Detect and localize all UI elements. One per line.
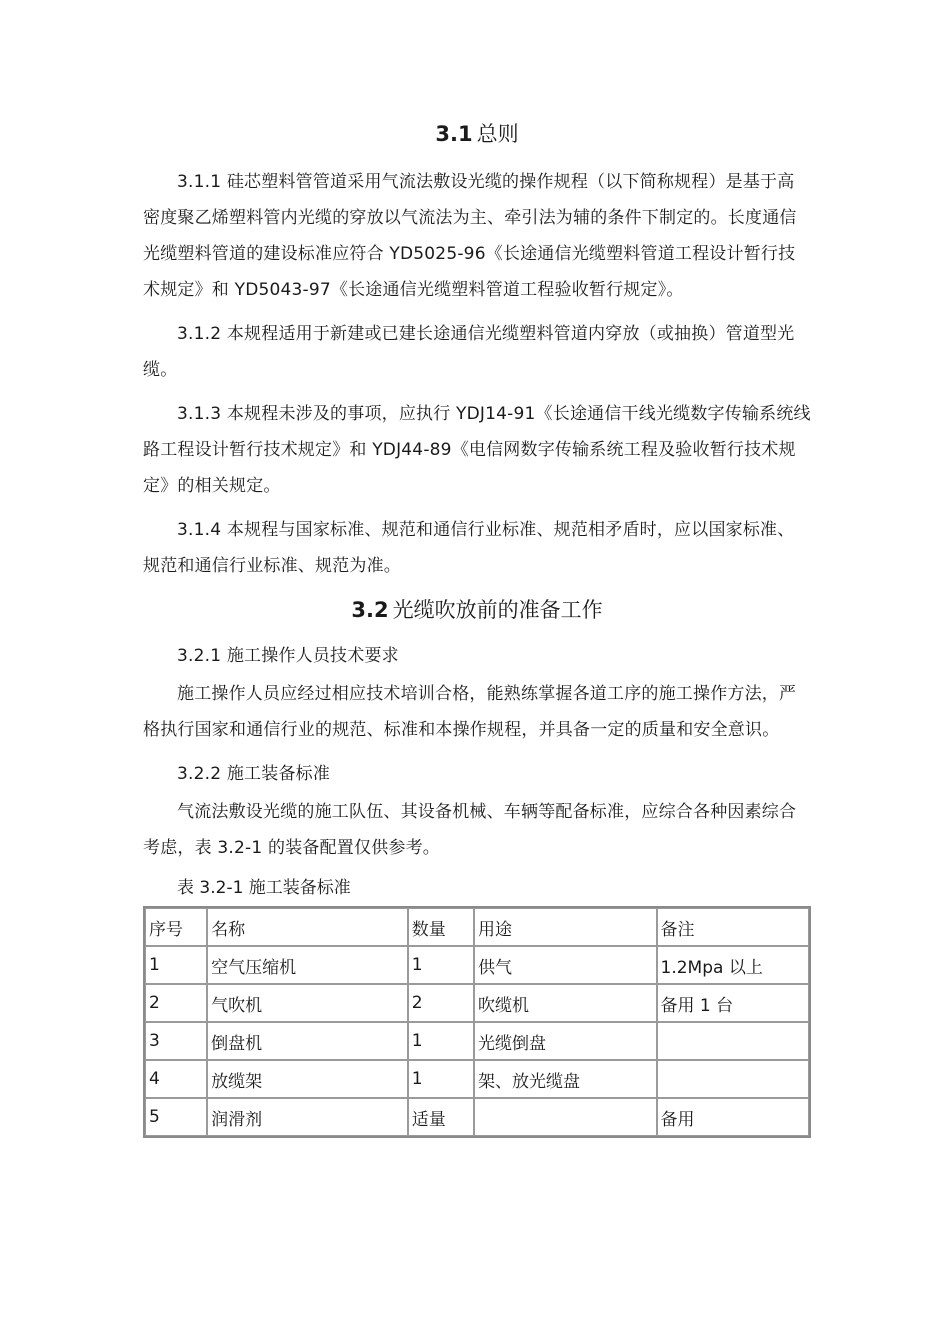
section-title-text: 光缆吹放前的准备工作 xyxy=(392,598,603,622)
table-cell: 1.2Mpa 以上 xyxy=(657,946,810,984)
table-cell: 备用 xyxy=(657,1098,810,1136)
table-cell: 适量 xyxy=(408,1098,474,1136)
table-cell: 供气 xyxy=(474,946,657,984)
equipment-table xyxy=(143,906,811,1138)
table-cell: 备用 1 台 xyxy=(657,984,810,1022)
table-header-row xyxy=(145,908,809,946)
table-cell: 1 xyxy=(145,946,207,984)
table-cell: 润滑剂 xyxy=(207,1098,408,1136)
paragraph-3-1-2: 3.1.2 本规程适用于新建或已建长途通信光缆塑料管道内穿放（或抽换）管道型光缆。 xyxy=(143,324,795,380)
paragraph-3-1-3: 3.1.3 本规程未涉及的事项，应执行 YDJ14-91《长途通信干线光缆数字传输系统线路工程设计暂行技术规定》和 YDJ44-89《电信网数字传输系统工程及验收暂行技术规定》的相关规定。 xyxy=(143,404,811,496)
table-cell xyxy=(657,1060,810,1098)
table-row xyxy=(145,1098,809,1136)
table-cell: 倒盘机 xyxy=(207,1022,408,1060)
table-cell: 放缆架 xyxy=(207,1060,408,1098)
table-cell xyxy=(474,1098,657,1136)
table-cell: 3 xyxy=(145,1022,207,1060)
paragraph-3-1-4: 3.1.4 本规程与国家标准、规范和通信行业标准、规范相矛盾时，应以国家标准、规范和通信行业标准、规范为准。 xyxy=(143,520,795,576)
subheading-3-2-1: 3.2.1 施工操作人员技术要求 xyxy=(177,646,399,666)
table-cell: 架、放光缆盘 xyxy=(474,1060,657,1098)
header-cell-purpose: 用途 xyxy=(474,908,657,946)
section-title-text: 总则 xyxy=(476,122,519,146)
table-cell xyxy=(657,1022,810,1060)
header-cell-index: 序号 xyxy=(145,908,207,946)
table-cell: 2 xyxy=(145,984,207,1022)
section-heading-3-1 xyxy=(143,118,811,150)
header-cell-quantity: 数量 xyxy=(408,908,474,946)
table-cell: 4 xyxy=(145,1060,207,1098)
paragraph-3-2-2: 气流法敷设光缆的施工队伍、其设备机械、车辆等配备标准，应综合各种因素综合考虑，表 3.2-1 的装备配置仅供参考。 xyxy=(143,802,797,858)
table-caption: 表 3.2-1 施工装备标准 xyxy=(177,878,351,898)
table-row xyxy=(145,984,809,1022)
document-body xyxy=(143,118,811,1138)
table-cell: 1 xyxy=(408,946,474,984)
paragraph-3-2-1: 施工操作人员应经过相应技术培训合格，能熟练掌握各道工序的施工操作方法，严格执行国家和通信行业的规范、标准和本操作规程，并具备一定的质量和安全意识。 xyxy=(143,684,797,740)
header-cell-name: 名称 xyxy=(207,908,408,946)
table-row xyxy=(145,1060,809,1098)
table-cell: 5 xyxy=(145,1098,207,1136)
paragraph-3-1-1: 3.1.1 硅芯塑料管管道采用气流法敷设光缆的操作规程（以下简称规程）是基于高密度聚乙烯塑料管内光缆的穿放以气流法为主、牵引法为辅的条件下制定的。长度通信光缆塑料管道的建设标准应符合 YD5025-96《长途通信光缆塑料管道工程设计暂行技术规定》和 YD5043-97《长途通信光缆塑料管道工程验收暂行规定》。 xyxy=(143,172,797,300)
table-cell: 1 xyxy=(408,1022,474,1060)
section-heading-3-2 xyxy=(143,594,811,626)
table-cell: 2 xyxy=(408,984,474,1022)
table-cell: 吹缆机 xyxy=(474,984,657,1022)
section-number: 3.2 xyxy=(351,598,389,622)
header-cell-remarks: 备注 xyxy=(657,908,810,946)
section-number: 3.1 xyxy=(435,122,473,146)
table-row xyxy=(145,946,809,984)
table-cell: 光缆倒盘 xyxy=(474,1022,657,1060)
table-cell: 气吹机 xyxy=(207,984,408,1022)
table-row xyxy=(145,1022,809,1060)
subheading-3-2-2: 3.2.2 施工装备标准 xyxy=(177,764,331,784)
table-cell: 空气压缩机 xyxy=(207,946,408,984)
table-cell: 1 xyxy=(408,1060,474,1098)
